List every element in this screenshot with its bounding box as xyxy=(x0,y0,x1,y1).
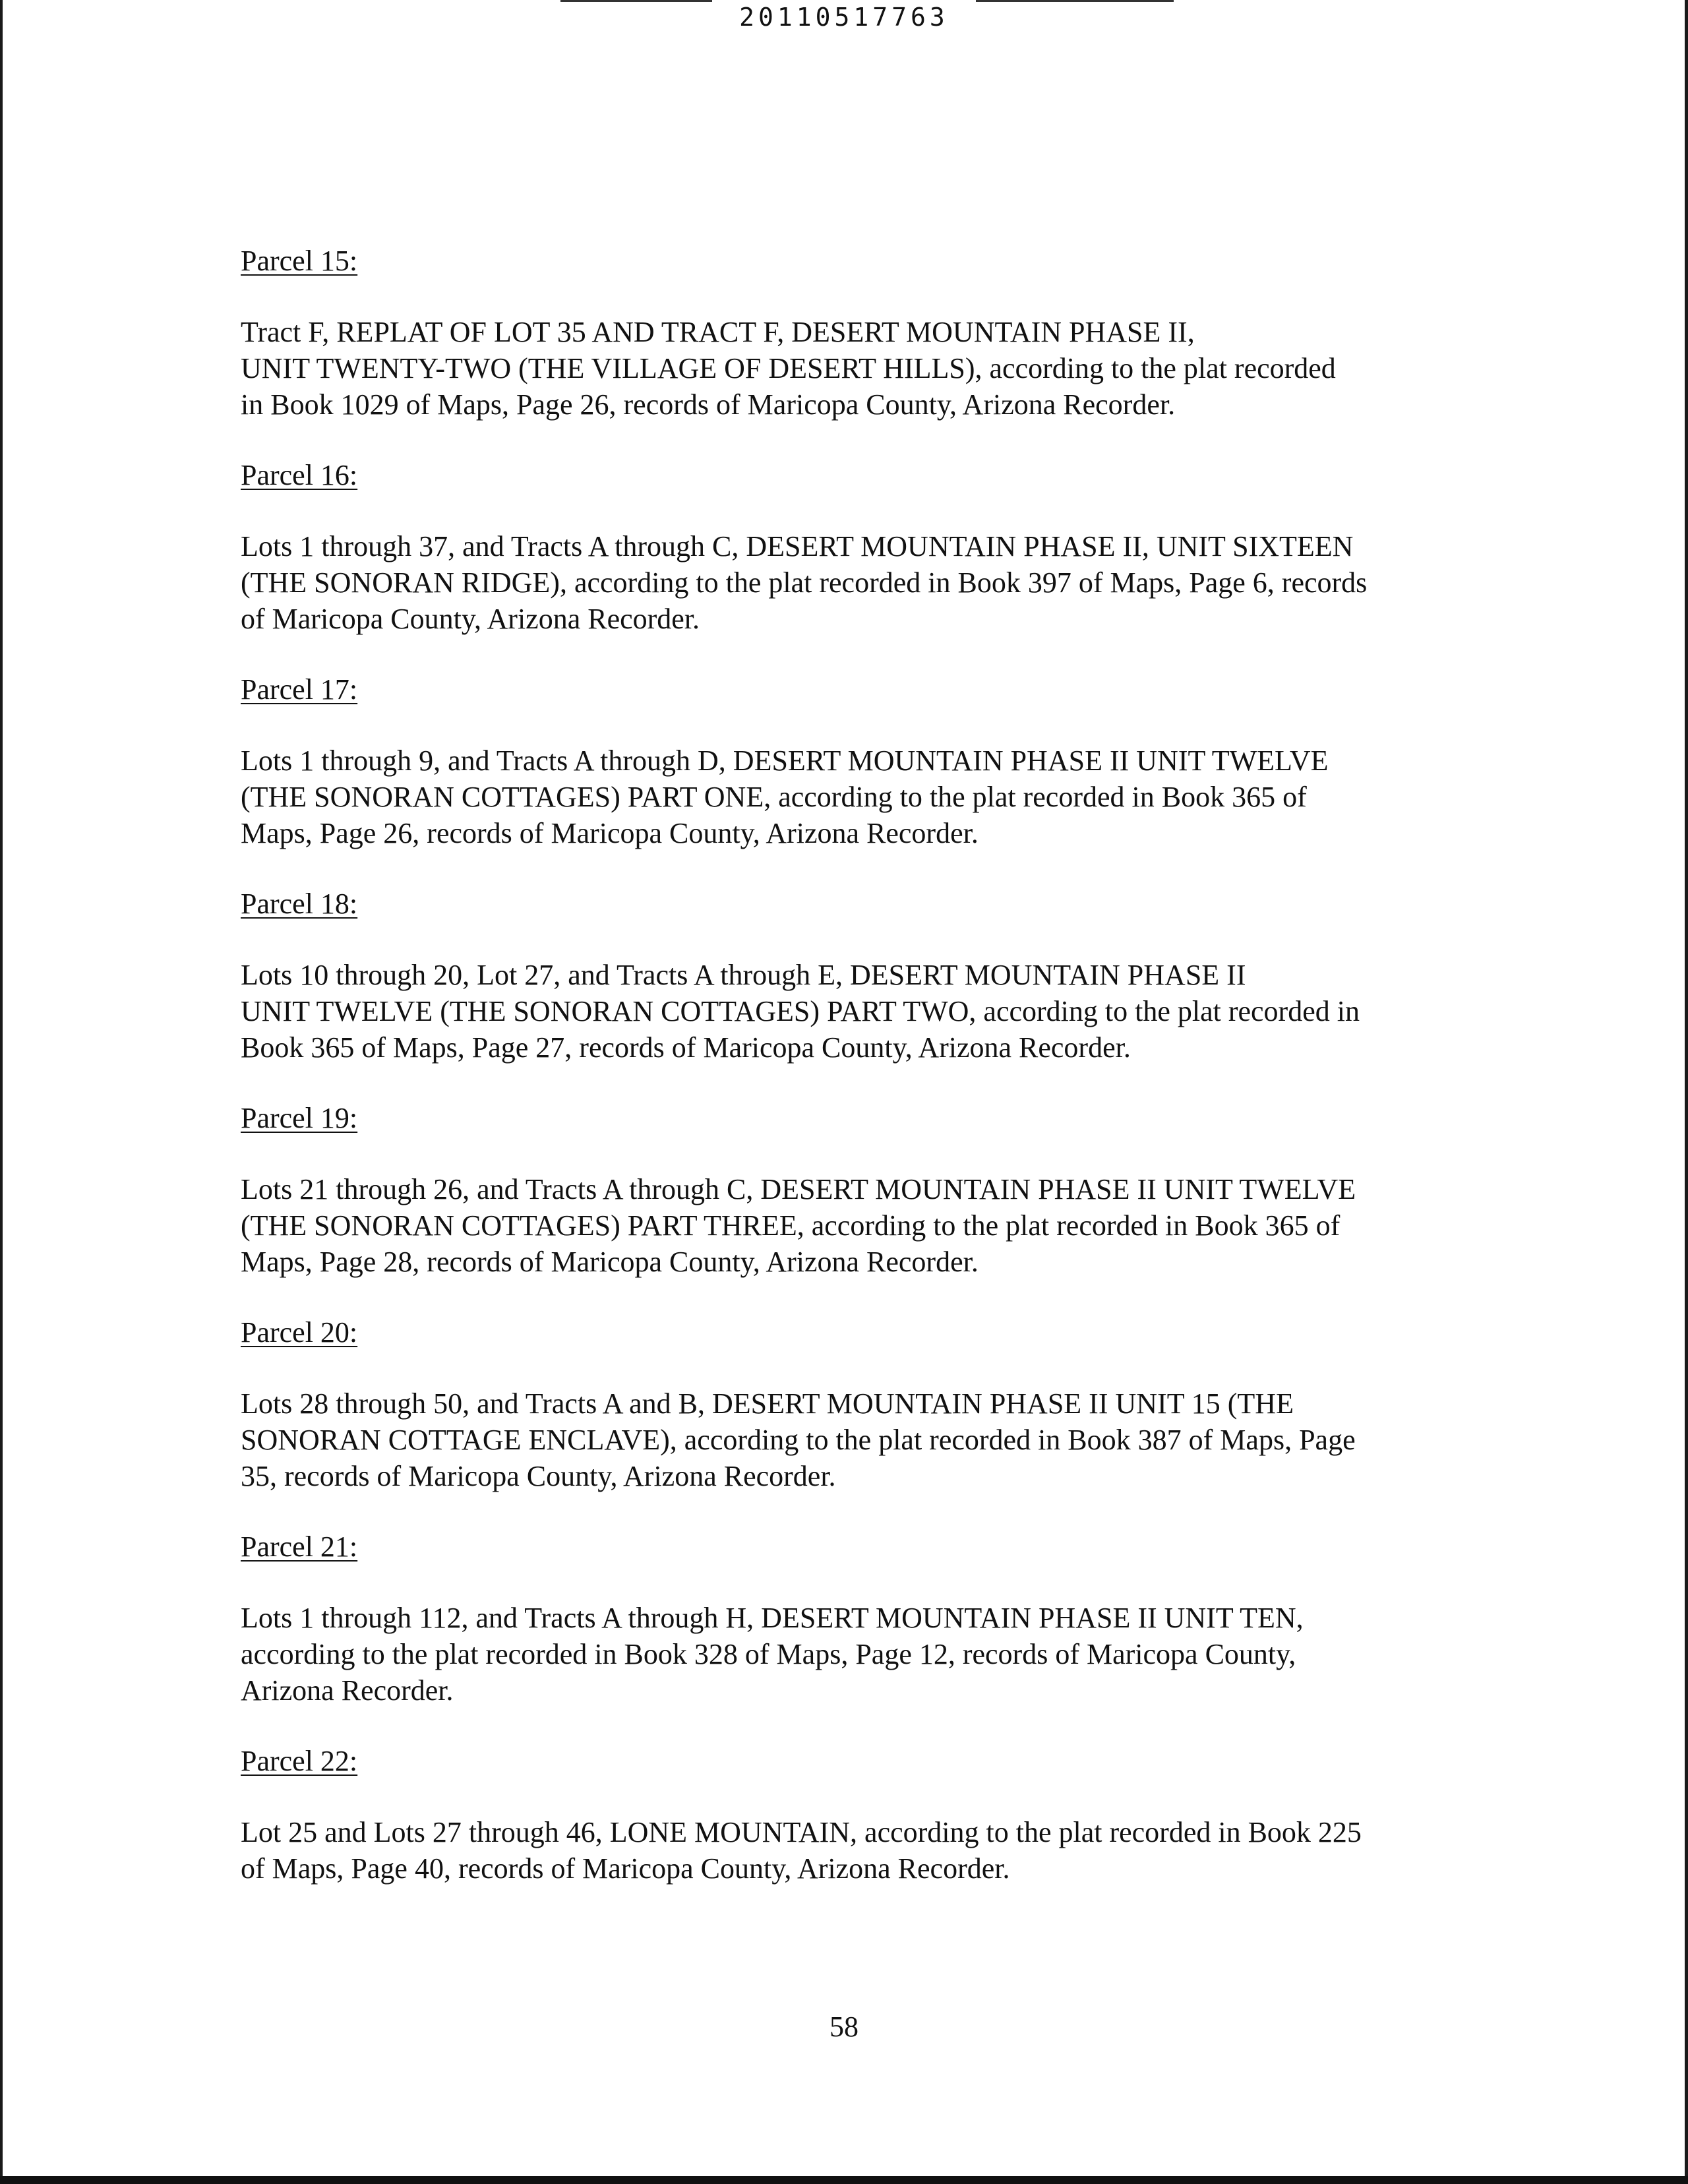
scan-edge-left xyxy=(0,0,3,2184)
parcel-title: Parcel 20: xyxy=(241,1316,358,1349)
description-line: (THE SONORAN COTTAGES) PART THREE, according to the plat recorded in Book 365 of xyxy=(241,1209,1341,1242)
parcel-description xyxy=(241,957,1467,1066)
description-line: Book 365 of Maps, Page 27, records of Maricopa County, Arizona Recorder. xyxy=(241,1031,1131,1064)
header-rule-left xyxy=(560,0,712,2)
description-line: Lots 10 through 20, Lot 27, and Tracts A through E, DESERT MOUNTAIN PHASE II xyxy=(241,959,1246,991)
description-line: according to the plat recorded in Book 328 of Maps, Page 12, records of Maricopa County, xyxy=(241,1638,1296,1670)
parcel-description xyxy=(241,1600,1467,1709)
description-line: Lots 1 through 112, and Tracts A through H, DESERT MOUNTAIN PHASE II UNIT TEN, xyxy=(241,1602,1304,1634)
parcel-title: Parcel 17: xyxy=(241,673,358,706)
description-line: in Book 1029 of Maps, Page 26, records of Maricopa County, Arizona Recorder. xyxy=(241,388,1176,421)
description-line: Lots 21 through 26, and Tracts A through C, DESERT MOUNTAIN PHASE II UNIT TWELVE xyxy=(241,1173,1356,1205)
description-line: Tract F, REPLAT OF LOT 35 AND TRACT F, DESERT MOUNTAIN PHASE II, xyxy=(241,316,1195,348)
page-number: 58 xyxy=(829,2011,859,2043)
parcel-16 xyxy=(241,457,1467,637)
parcel-title: Parcel 19: xyxy=(241,1102,358,1134)
scan-edge-right xyxy=(1685,0,1688,2184)
parcel-title: Parcel 21: xyxy=(241,1531,358,1563)
description-line: Lots 1 through 9, and Tracts A through D, DESERT MOUNTAIN PHASE II UNIT TWELVE xyxy=(241,744,1329,777)
description-line: of Maps, Page 40, records of Maricopa County, Arizona Recorder. xyxy=(241,1852,1010,1885)
description-line: Lots 28 through 50, and Tracts A and B, DESERT MOUNTAIN PHASE II UNIT 15 (THE xyxy=(241,1387,1294,1420)
parcel-22 xyxy=(241,1743,1467,1887)
parcel-15 xyxy=(241,243,1467,423)
description-line: Arizona Recorder. xyxy=(241,1674,454,1707)
description-line: of Maricopa County, Arizona Recorder. xyxy=(241,603,700,635)
parcel-description xyxy=(241,1814,1467,1887)
scan-edge-bottom xyxy=(0,2176,1688,2184)
description-line: UNIT TWENTY-TWO (THE VILLAGE OF DESERT HILLS), according to the plat recorded xyxy=(241,352,1336,384)
description-line: Maps, Page 26, records of Maricopa County, Arizona Recorder. xyxy=(241,817,979,849)
recording-number: 20110517763 xyxy=(739,3,949,32)
header-rule-right xyxy=(976,0,1174,2)
parcel-19 xyxy=(241,1100,1467,1280)
description-line: SONORAN COTTAGE ENCLAVE), according to the plat recorded in Book 387 of Maps, Page xyxy=(241,1424,1356,1456)
parcel-description xyxy=(241,528,1467,637)
parcel-title: Parcel 22: xyxy=(241,1745,358,1777)
parcel-list xyxy=(241,243,1467,1921)
parcel-description xyxy=(241,314,1467,423)
parcel-title: Parcel 18: xyxy=(241,888,358,920)
parcel-description xyxy=(241,1385,1467,1494)
parcel-18 xyxy=(241,886,1467,1066)
description-line: Maps, Page 28, records of Maricopa County, Arizona Recorder. xyxy=(241,1246,979,1278)
parcel-21 xyxy=(241,1529,1467,1709)
description-line: UNIT TWELVE (THE SONORAN COTTAGES) PART TWO, according to the plat recorded in xyxy=(241,995,1360,1027)
parcel-title: Parcel 16: xyxy=(241,459,358,491)
description-line: (THE SONORAN RIDGE), according to the plat recorded in Book 397 of Maps, Page 6, records xyxy=(241,566,1368,599)
description-line: 35, records of Maricopa County, Arizona Recorder. xyxy=(241,1460,836,1492)
description-line: Lots 1 through 37, and Tracts A through C, DESERT MOUNTAIN PHASE II, UNIT SIXTEEN xyxy=(241,530,1354,562)
parcel-17 xyxy=(241,671,1467,851)
parcel-description xyxy=(241,1171,1467,1280)
parcel-description xyxy=(241,743,1467,851)
parcel-20 xyxy=(241,1314,1467,1494)
description-line: (THE SONORAN COTTAGES) PART ONE, according to the plat recorded in Book 365 of xyxy=(241,781,1307,813)
description-line: Lot 25 and Lots 27 through 46, LONE MOUNTAIN, according to the plat recorded in Book 225 xyxy=(241,1816,1362,1848)
parcel-title: Parcel 15: xyxy=(241,245,358,277)
